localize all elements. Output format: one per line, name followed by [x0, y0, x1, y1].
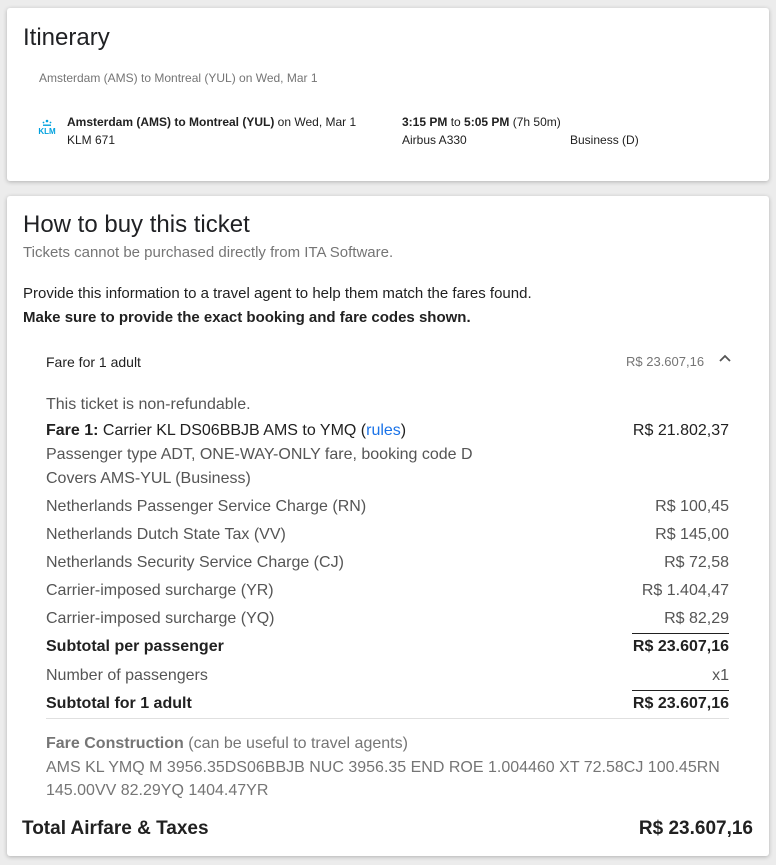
charge-row-amount: R$ 1.404,47 — [641, 582, 729, 599]
segment-flight-number: KLM 671 — [67, 133, 116, 147]
passengers-label: Number of passengers — [46, 667, 208, 684]
section-divider — [46, 718, 729, 719]
fare1-detail-passenger: Passenger type ADT, ONE-WAY-ONLY fare, booking code D — [46, 446, 473, 463]
klm-logo-text: KLM — [38, 127, 56, 136]
itinerary-title: Itinerary — [23, 24, 110, 51]
segment-arrive-time: 5:05 PM — [464, 115, 510, 129]
charge-row-amount: R$ 100,45 — [655, 498, 729, 515]
how-to-buy-subtitle: Tickets cannot be purchased directly from ITA Software. — [23, 244, 394, 261]
subtotal-rule — [632, 633, 729, 634]
segment-route: Amsterdam (AMS) to Montreal (YUL) — [67, 115, 275, 129]
segment-cabin: Business (D) — [570, 133, 639, 147]
subtotal-adult-amount: R$ 23.607,16 — [632, 695, 729, 712]
fare-construction-line-2: 145.00VV 82.29YQ 1404.47YR — [46, 782, 269, 799]
segment-date: on Wed, Mar 1 — [274, 115, 357, 129]
segment-aircraft: Airbus A330 — [402, 133, 467, 147]
route-summary: Amsterdam (AMS) to Montreal (YUL) on Wed, Mar 1 — [39, 71, 318, 85]
how-to-buy-title: How to buy this ticket — [23, 211, 250, 238]
subtotal-per-passenger-label: Subtotal per passenger — [46, 638, 224, 655]
fare-construction-label: Fare Construction — [46, 735, 184, 752]
fare1-label: Fare 1: — [46, 422, 99, 439]
fare1-amount: R$ 21.802,37 — [632, 422, 729, 439]
subtotal-per-passenger-amount: R$ 23.607,16 — [632, 638, 729, 655]
total-airfare-label: Total Airfare & Taxes — [22, 818, 209, 839]
fare-header-amount: R$ 23.607,16 — [626, 354, 705, 369]
charge-row-label: Netherlands Security Service Charge (CJ) — [46, 554, 344, 571]
subtotal-adult-label: Subtotal for 1 adult — [46, 695, 192, 712]
segment-duration: (7h 50m) — [509, 115, 561, 129]
segment-times — [402, 115, 561, 129]
charge-row-label: Carrier-imposed surcharge (YQ) — [46, 610, 275, 627]
chevron-up-icon[interactable] — [718, 353, 732, 363]
charge-row-label: Netherlands Dutch State Tax (VV) — [46, 526, 286, 543]
segment-depart-time: 3:15 PM — [402, 115, 448, 129]
charge-row-label: Carrier-imposed surcharge (YR) — [46, 582, 274, 599]
fare1-desc: Carrier KL DS06BBJB AMS to YMQ ( — [98, 422, 367, 439]
non-refundable-note: This ticket is non-refundable. — [46, 396, 251, 413]
passengers-value: x1 — [712, 667, 729, 684]
fare-header-label[interactable]: Fare for 1 adult — [46, 354, 141, 370]
segment-to: to — [447, 115, 465, 129]
instruction-text: Provide this information to a travel agent to help them match the fares found. — [23, 285, 532, 302]
charge-row-amount: R$ 145,00 — [655, 526, 729, 543]
fare1-line — [46, 422, 406, 440]
subtotal-adult-rule — [632, 690, 729, 691]
total-airfare-amount: R$ 23.607,16 — [638, 818, 753, 839]
fare-construction-line-1: AMS KL YMQ M 3956.35DS06BBJB NUC 3956.35 END ROE 1.004460 XT 72.58CJ 100.45RN — [46, 759, 720, 776]
instruction-bold-text: Make sure to provide the exact booking and fare codes shown. — [23, 309, 471, 326]
charge-row-amount: R$ 82,29 — [664, 610, 729, 627]
charge-row-label: Netherlands Passenger Service Charge (RN) — [46, 498, 367, 515]
segment-route-line — [67, 115, 356, 129]
fare-rules-link[interactable]: rules — [366, 422, 401, 439]
itinerary-card — [7, 8, 769, 181]
fare-construction-heading — [46, 732, 408, 755]
fare-construction-note: (can be useful to travel agents) — [183, 735, 408, 752]
klm-logo-icon — [36, 117, 58, 139]
fare1-desc-end: ) — [400, 422, 407, 439]
charge-row-amount: R$ 72,58 — [664, 554, 729, 571]
fare1-detail-covers: Covers AMS-YUL (Business) — [46, 470, 251, 487]
